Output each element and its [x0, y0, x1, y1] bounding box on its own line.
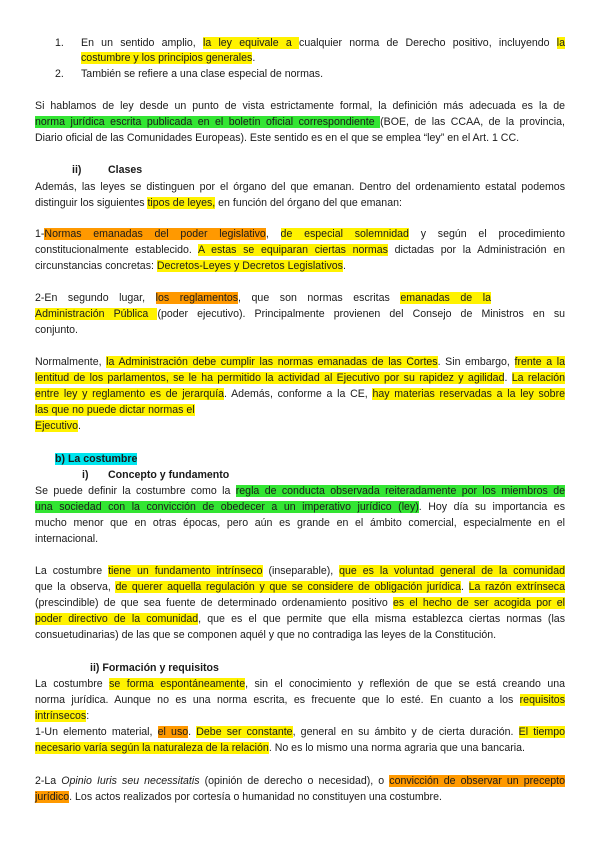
- text-run: . Además, conforme a la CE,: [224, 388, 373, 400]
- highlight-yellow: frente a la: [514, 356, 565, 368]
- text-run: , que son normas escritas: [238, 292, 401, 304]
- para-admin-line-4: [35, 404, 195, 417]
- text-run: 2-En segundo lugar,: [35, 292, 156, 304]
- para-costumbre-line-3: mucho menor que en otras épocas, pero aún es grande en el ámbito comercial, especialmente en el: [35, 517, 565, 529]
- para-fund-line-4: [35, 613, 565, 626]
- highlight-yellow: que es la voluntad general de la comunidad: [339, 565, 565, 577]
- highlight-yellow: Decretos-Leyes y Decretos Legislativos: [156, 260, 343, 272]
- text-run: Se puede definir la costumbre como la: [35, 485, 236, 497]
- para-fund-line-1: [35, 565, 565, 578]
- subsection-title-formacion: ii) Formación y requisitos: [90, 662, 219, 674]
- para-tipo1-line-1: [35, 228, 565, 241]
- highlight-yellow: A estas se equiparan ciertas normas: [197, 244, 388, 256]
- subsection-number: i): [82, 469, 89, 481]
- para-tipo1-line-3: [35, 260, 346, 273]
- text-run: que la observa,: [35, 581, 116, 593]
- text-run: . No es lo mismo una norma agraria que una bancaria.: [268, 742, 525, 754]
- para-req1-line-2: [35, 742, 525, 755]
- para-clases-line-2: [35, 197, 402, 210]
- para-req1-line-1: [35, 726, 565, 739]
- text-run: , general en su ámbito y de cierta duración.: [292, 726, 519, 738]
- para-req2-line-2: [35, 791, 442, 804]
- text-run: . Sin embargo,: [437, 356, 515, 368]
- list-item-1-line-2: [81, 52, 255, 65]
- para-tipo1-line-2: [35, 244, 565, 257]
- highlight-yellow: tiene un fundamento intrínseco: [108, 565, 263, 577]
- highlight-yellow: La relación: [511, 372, 565, 384]
- highlight-yellow: lentitud de los parlamentos, se le ha permitido la actividad al Ejecutivo por su rapidez y agilidad: [35, 372, 505, 384]
- text-run: 2-La: [35, 775, 62, 787]
- highlight-orange: el uso: [157, 726, 189, 738]
- para-tipo2-line-3: conjunto.: [35, 324, 78, 336]
- text-run: .: [504, 372, 512, 384]
- list-marker-1: 1.: [55, 37, 64, 49]
- text-run: 1-: [35, 228, 45, 240]
- para-admin-line-5: [35, 420, 81, 433]
- para-formacion-line-3: [35, 710, 89, 723]
- subsection-title: Concepto y fundamento: [108, 469, 230, 481]
- highlight-yellow: las que no puede dictar normas el: [35, 404, 195, 416]
- text-run: .: [252, 52, 256, 64]
- text-run: distinguir los siguientes: [35, 197, 148, 209]
- highlight-yellow: necesario varía según la naturaleza de la relación: [35, 742, 269, 754]
- text-run: La costumbre: [35, 565, 109, 577]
- highlight-yellow: se forma espontáneamente: [109, 678, 246, 690]
- highlight-yellow: de querer aquella regulación y que se considere de obligación jurídica: [115, 581, 461, 593]
- section-title: Clases: [108, 164, 143, 176]
- text-run: , sin el conocimiento y reflexión de que se está creando una: [245, 678, 565, 690]
- list-marker-2: 2.: [55, 68, 64, 80]
- para-tipo2-line-1: [35, 292, 491, 305]
- text-run: (BOE, de las CCAA, de la provincia,: [380, 116, 566, 128]
- para-admin-line-1: [35, 356, 565, 369]
- text-run: constitucionalmente establecido.: [35, 244, 198, 256]
- highlight-yellow: La razón extrínseca: [468, 581, 566, 593]
- list-item-1-line-1: [81, 37, 565, 50]
- highlight-yellow: la Administración debe cumplir las normas emanadas de las Cortes: [106, 356, 438, 368]
- highlight-green: norma jurídica escrita publicada en el boletín oficial correspondiente: [35, 116, 381, 128]
- para-fund-line-5: consuetudinarias) de las que se componen aquél y que no contradiga las leyes de la Constitución.: [35, 629, 497, 641]
- para-admin-line-3: [35, 388, 565, 401]
- para-req2-line-1: [35, 775, 565, 788]
- list-item-2: También se refiere a una clase especial de normas.: [81, 68, 324, 80]
- text-run: .: [188, 726, 197, 738]
- text-run: ,: [265, 228, 281, 240]
- text-run: y según el procedimiento: [408, 228, 565, 240]
- text-run: (poder ejecutivo). Principalmente provienen del Consejo de Ministros en su: [157, 308, 566, 320]
- highlight-yellow: Debe ser constante: [196, 726, 293, 738]
- text-run: . Hoy día su importancia es: [418, 501, 565, 513]
- para-formacion-line-2: [35, 694, 565, 707]
- highlight-green: una sociedad con la convicción de obedecer a un imperativo jurídico (ley): [35, 501, 419, 513]
- highlight-orange: los reglamentos: [155, 292, 239, 304]
- para-clases-line-1: Además, las leyes se distinguen por el órgano del que emanan. Dentro del ordenamiento estatal podemos: [35, 181, 565, 193]
- highlight-yellow: intrínsecos: [35, 710, 87, 722]
- highlight-orange: convicción de observar un precepto: [389, 775, 565, 787]
- text-run: La costumbre: [35, 678, 110, 690]
- text-run: :: [86, 710, 90, 722]
- latin-term: Opinio Iuris seu necessitatis: [61, 775, 200, 787]
- text-run: .: [461, 581, 469, 593]
- text-run: 1-Un elemento material,: [35, 726, 158, 738]
- text-run: (prescindible) de que sea fuente de determinado ordenamiento positivo: [35, 597, 393, 609]
- highlight-yellow: El tiempo: [518, 726, 566, 738]
- para-formal-line-1: Si hablamos de ley desde un punto de vista estrictamente formal, la definición más adecuada es la de: [35, 100, 565, 112]
- para-costumbre-line-2: [35, 501, 565, 514]
- highlight-orange: jurídico: [35, 791, 70, 803]
- section-heading-costumbre: [55, 453, 137, 466]
- text-run: norma jurídica. Aunque no es una norma escrita, es frecuente que lo esté. En cuanto a los: [35, 694, 520, 706]
- highlight-yellow: costumbre y los principios generales: [81, 52, 253, 64]
- para-costumbre-line-1: [35, 485, 565, 498]
- para-fund-line-2: [35, 581, 565, 594]
- text-run: Normalmente,: [35, 356, 107, 368]
- section-number: ii): [72, 164, 82, 176]
- highlight-yellow: entre ley y reglamento es de jerarquía: [35, 388, 225, 400]
- text-run: (opinión de derecho o necesidad), o: [199, 775, 390, 787]
- para-costumbre-line-4: internacional.: [35, 533, 99, 545]
- highlight-yellow: la: [556, 37, 565, 49]
- highlight-yellow: tipos de leyes,: [147, 197, 216, 209]
- highlight-yellow: poder directivo de la comunidad: [35, 613, 199, 625]
- text-run: En un sentido amplio,: [81, 37, 203, 49]
- highlight-orange: Normas emanadas del poder legislativo: [44, 228, 266, 240]
- highlight-yellow: la ley equivale a: [202, 37, 300, 49]
- para-tipo2-line-2: [35, 308, 565, 321]
- text-run: cualquier norma de Derecho positivo, incluyendo: [299, 37, 557, 49]
- highlight-yellow: requisitos: [519, 694, 565, 706]
- highlight-yellow: hay materias reservadas a la ley sobre: [372, 388, 565, 400]
- highlight-cyan: b) La costumbre: [55, 453, 138, 465]
- highlight-green: regla de conducta observada reiteradamente por los miembros de: [235, 485, 565, 497]
- highlight-yellow: Administración Pública: [35, 308, 158, 320]
- text-run: circunstancias concretas:: [35, 260, 157, 272]
- highlight-yellow: de especial solemnidad: [280, 228, 409, 240]
- highlight-yellow: es el hecho de ser acogida por el: [392, 597, 565, 609]
- para-formacion-line-1: [35, 678, 565, 691]
- highlight-yellow: Ejecutivo: [35, 420, 78, 432]
- text-run: (inseparable),: [262, 565, 340, 577]
- para-admin-line-2: [35, 372, 565, 385]
- text-run: , que es el que permite que ella misma establezca ciertas normas (las: [198, 613, 565, 625]
- highlight-yellow: emanadas de la: [400, 292, 491, 304]
- text-run: .: [342, 260, 346, 272]
- text-run: en función del órgano del que emanan:: [215, 197, 402, 209]
- text-run: .: [78, 420, 81, 432]
- para-formal-line-2: [35, 116, 565, 129]
- para-formal-line-3: Diario oficial de las Comunidades Europeas). Este sentido es en el que se emplea “ley” en el Art. 1 CC.: [35, 132, 520, 144]
- para-fund-line-3: [35, 597, 565, 610]
- text-run: . Los actos realizados por cortesía o humanidad no constituyen una costumbre.: [69, 791, 442, 803]
- text-run: dictadas por la Administración en: [387, 244, 566, 256]
